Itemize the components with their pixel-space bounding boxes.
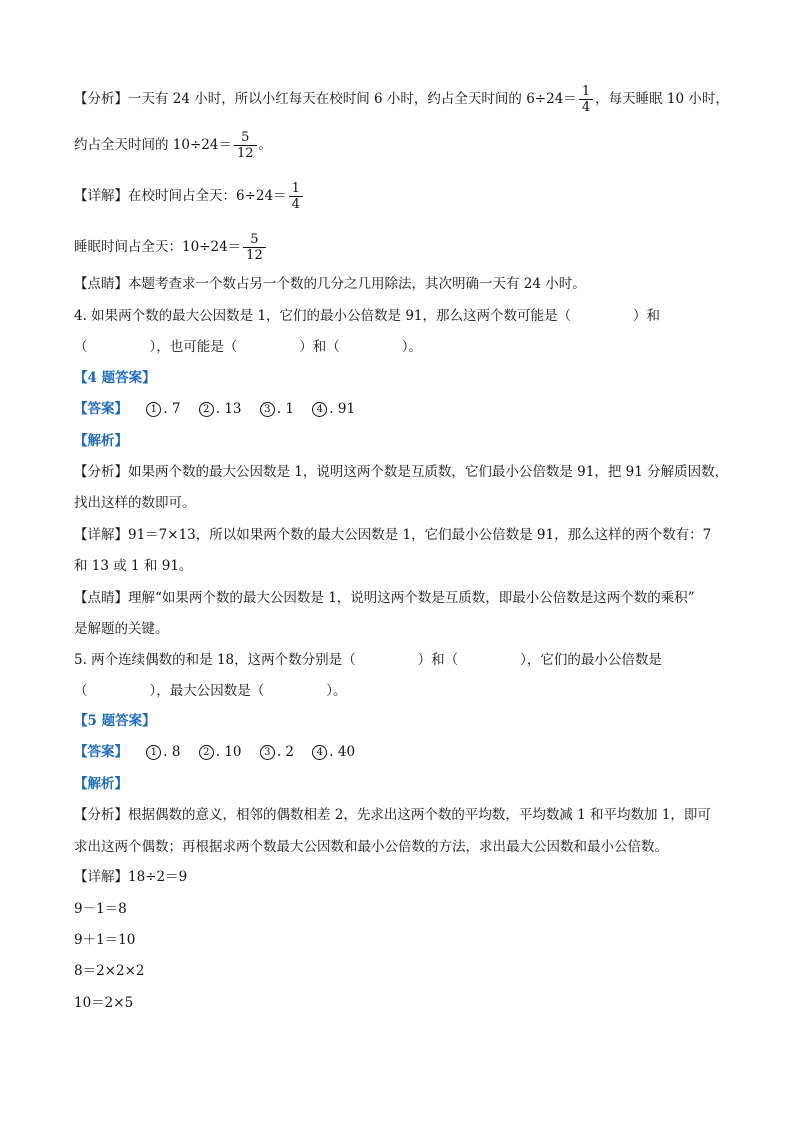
fraction-numerator: 1 (291, 181, 300, 196)
text: 4. 如果两个数的最大公因数是 1，它们的最小公倍数是 91，那么这两个数可能是（ (74, 308, 572, 324)
fraction-denominator: 12 (243, 247, 266, 263)
text: （ (74, 683, 88, 699)
answer-value: . 2 (276, 744, 294, 760)
answer-value: . 40 (329, 744, 356, 760)
calc-line: 10＝2×5 (74, 995, 134, 1011)
text: 【分析】一天有 24 小时，所以小红每天在校时间 6 小时，约占全天时间的 6÷24＝ (74, 91, 577, 107)
circled-number: 1 (146, 745, 161, 760)
point-4-line-2: 是解题的关键。 (74, 621, 169, 637)
question-4-line-1 (74, 307, 660, 325)
answer-label: 【答案】 (74, 401, 128, 417)
analysis-4-line-2: 找出这样的数即可。 (74, 495, 196, 511)
fraction-numerator: 5 (241, 130, 250, 145)
answer-heading-4: 【4 题答案】 (74, 370, 156, 386)
answer-value: . 13 (215, 401, 242, 417)
circled-number: 2 (199, 745, 214, 760)
text: ，每天睡眠 10 小时， (595, 91, 729, 107)
analysis-5-line-1: 【分析】根据偶数的意义，相邻的偶数相差 2，先求出这两个数的平均数，平均数减 1 和平均数加 1，即可 (74, 807, 711, 823)
analysis-heading-4: 【解析】 (74, 433, 128, 449)
answer-value: . 1 (276, 401, 294, 417)
fraction (234, 130, 257, 161)
text: ）。 (326, 683, 347, 699)
fraction-numerator: 5 (250, 232, 259, 247)
fraction (579, 84, 593, 115)
answer-value: . 7 (163, 401, 181, 417)
text: ）和（ (417, 652, 459, 668)
calc-line: 9－1＝8 (74, 901, 127, 917)
fraction (243, 232, 266, 263)
fraction-denominator: 12 (234, 145, 257, 161)
text: 约占全天时间的 10÷24＝ (74, 137, 232, 153)
analysis-4-line-1: 【分析】如果两个数的最大公因数是 1，说明这两个数是互质数，它们最小公倍数是 91，把 91 分解质因数， (74, 464, 729, 480)
point-4-line-1: 【点睛】理解“如果两个数的最大公因数是 1，说明这两个数是互质数，即最小公倍数是这两个数的乘积” (74, 590, 695, 606)
analysis-line-1 (74, 84, 729, 115)
point-line: 【点睛】本题考查求一个数占另一个数的几分之几用除法，其次明确一天有 24 小时。 (74, 276, 586, 292)
circled-number: 2 (199, 402, 214, 417)
text: ），它们的最小公倍数是 (520, 652, 662, 668)
analysis-line-2 (74, 130, 272, 161)
fraction-denominator: 4 (579, 99, 593, 115)
text: 【详解】在校时间占全天：6÷24＝ (74, 188, 287, 204)
fraction-denominator: 4 (289, 196, 303, 212)
detail-line (74, 181, 305, 212)
analysis-5-line-2: 求出这两个偶数；再根据求两个数最大公因数和最小公倍数的方法，求出最大公因数和最小公倍数。 (74, 839, 668, 855)
detail-4-line-1: 【详解】91＝7×13，所以如果两个数的最大公因数是 1，它们最小公倍数是 91，那么这样的两个数有：7 (74, 527, 712, 543)
circled-number: 1 (146, 402, 161, 417)
text: （ (74, 339, 88, 355)
text: 5. 两个连续偶数的和是 18，这两个数分别是（ (74, 652, 356, 668)
fraction-numerator: 1 (581, 84, 591, 99)
detail-5-line-1: 【详解】18÷2＝9 (74, 869, 188, 885)
fraction (289, 181, 303, 212)
answer-heading-5: 【5 题答案】 (74, 713, 156, 729)
sleep-line (74, 232, 268, 263)
question-5-line-2 (74, 682, 347, 700)
detail-4-line-2: 和 13 或 1 和 91。 (74, 558, 193, 574)
answer-value: . 10 (215, 744, 242, 760)
text: 。 (258, 137, 273, 153)
circled-number: 4 (312, 745, 327, 760)
analysis-heading-5: 【解析】 (74, 776, 128, 792)
answer-value: . 8 (163, 744, 181, 760)
circled-number: 4 (312, 402, 327, 417)
circled-number: 3 (260, 745, 275, 760)
text: ）。 (401, 339, 422, 355)
calc-line: 9＋1＝10 (74, 932, 136, 948)
text: ），最大公因数是（ (149, 683, 265, 699)
answers-4 (74, 400, 355, 418)
text: ）和 (633, 308, 661, 324)
circled-number: 3 (260, 402, 275, 417)
answer-label: 【答案】 (74, 744, 128, 760)
text: ），也可能是（ (149, 339, 238, 355)
calc-line: 8＝2×2×2 (74, 963, 145, 979)
answers-5 (74, 743, 355, 761)
text: ）和（ (299, 339, 340, 355)
question-5-line-1 (74, 651, 662, 669)
answer-value: . 91 (329, 401, 356, 417)
question-4-line-2 (74, 338, 422, 356)
text: 睡眠时间占全天：10÷24＝ (74, 239, 242, 255)
